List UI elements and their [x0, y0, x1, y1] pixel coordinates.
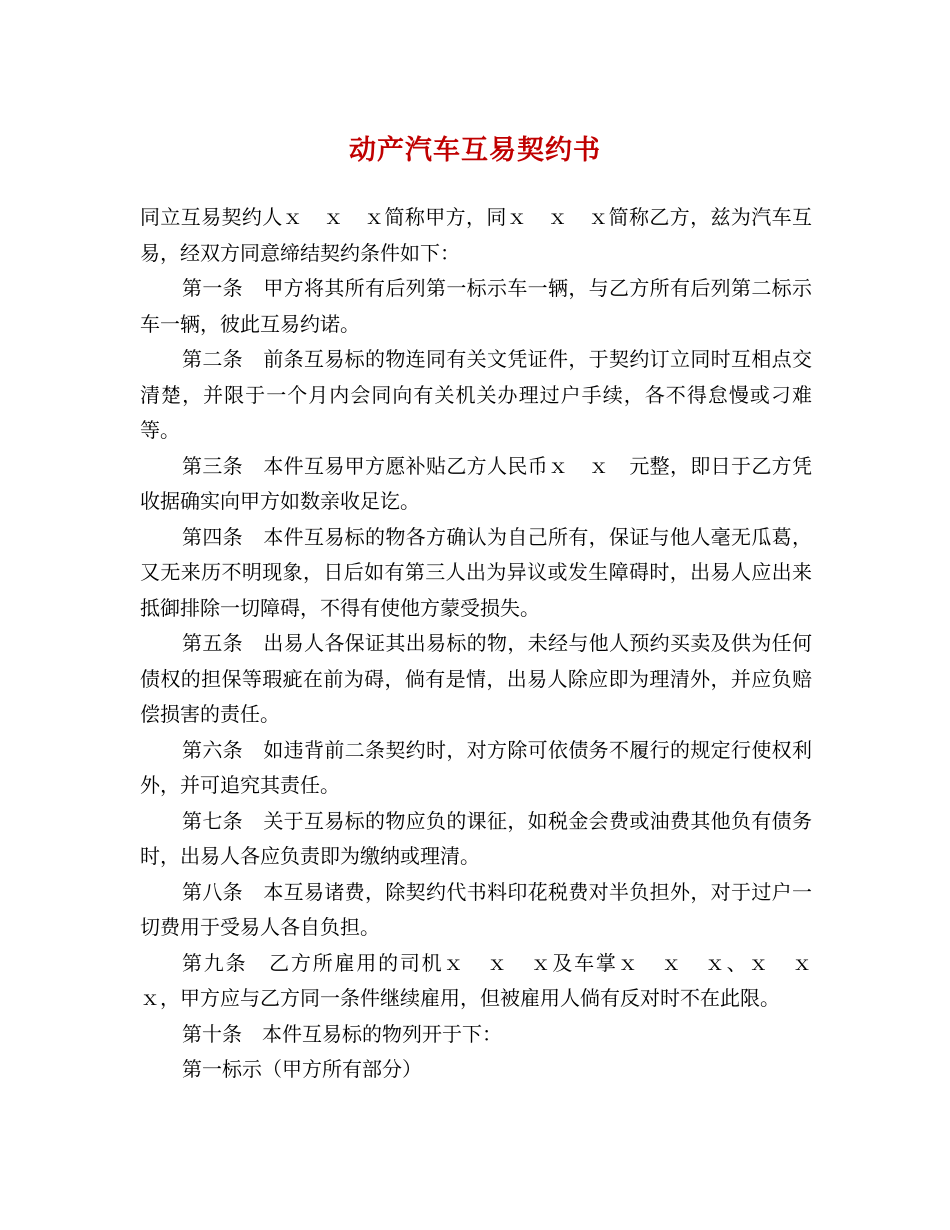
paragraph-article-2: 第二条 前条互易标的物连同有关文凭证件，于契约订立同时互相点交清楚，并限于一个月内会同向有关机关办理过户手续，各不得怠慢或刁难等。 [140, 347, 812, 442]
paragraph-article-8: 第八条 本互易诸费，除契约代书料印花税费对半负担外，对于过户一切费用于受易人各自负担。 [140, 879, 812, 939]
paragraph-article-5: 第五条 出易人各保证其出易标的物，未经与他人预约买卖及供为任何债权的担保等瑕疵在前为碍，倘有是情，出易人除应即为理清外，并应负赔偿损害的责任。 [140, 631, 812, 726]
paragraph-preamble: 同立互易契约人ｘ ｘ ｘ简称甲方，同ｘ ｘ ｘ简称乙方，兹为汽车互易，经双方同意缔结契约条件如下： [140, 205, 812, 265]
paragraph-article-3: 第三条 本件互易甲方愿补贴乙方人民币ｘ ｘ 元整，即日于乙方凭收据确实向甲方如数亲收足讫。 [140, 453, 812, 513]
paragraph-schedule-1-heading: 第一标示（甲方所有部分） [182, 1057, 422, 1081]
paragraph-article-4: 第四条 本件互易标的物各方确认为自己所有，保证与他人毫无瓜葛，又无来历不明现象，日后如有第三人出为异议或发生障碍时，出易人应出来抵御排除一切障碍，不得有使他方蒙受损失。 [140, 524, 812, 620]
document-title: 动产汽车互易契约书 [349, 135, 601, 166]
paragraph-article-1: 第一条 甲方将其所有后列第一标示车一辆，与乙方所有后列第二标示车一辆，彼此互易约诺。 [140, 276, 812, 336]
paragraph-article-6: 第六条 如违背前二条契约时，对方除可依债务不履行的规定行使权利外，并可追究其责任。 [140, 737, 812, 797]
paragraph-article-9: 第九条 乙方所雇用的司机ｘ ｘ ｘ及车掌ｘ ｘ ｘ、ｘ ｘ ｘ，甲方应与乙方同一条件继续雇用，但被雇用人倘有反对时不在此限。 [140, 950, 832, 1010]
paragraph-article-10: 第十条 本件互易标的物列开于下： [182, 1021, 502, 1046]
paragraph-article-7: 第七条 关于互易标的物应负的课征，如税金会费或油费其他负有债务时，出易人各应负责即为缴纳或理清。 [140, 808, 812, 868]
document-body [140, 200, 832, 1088]
